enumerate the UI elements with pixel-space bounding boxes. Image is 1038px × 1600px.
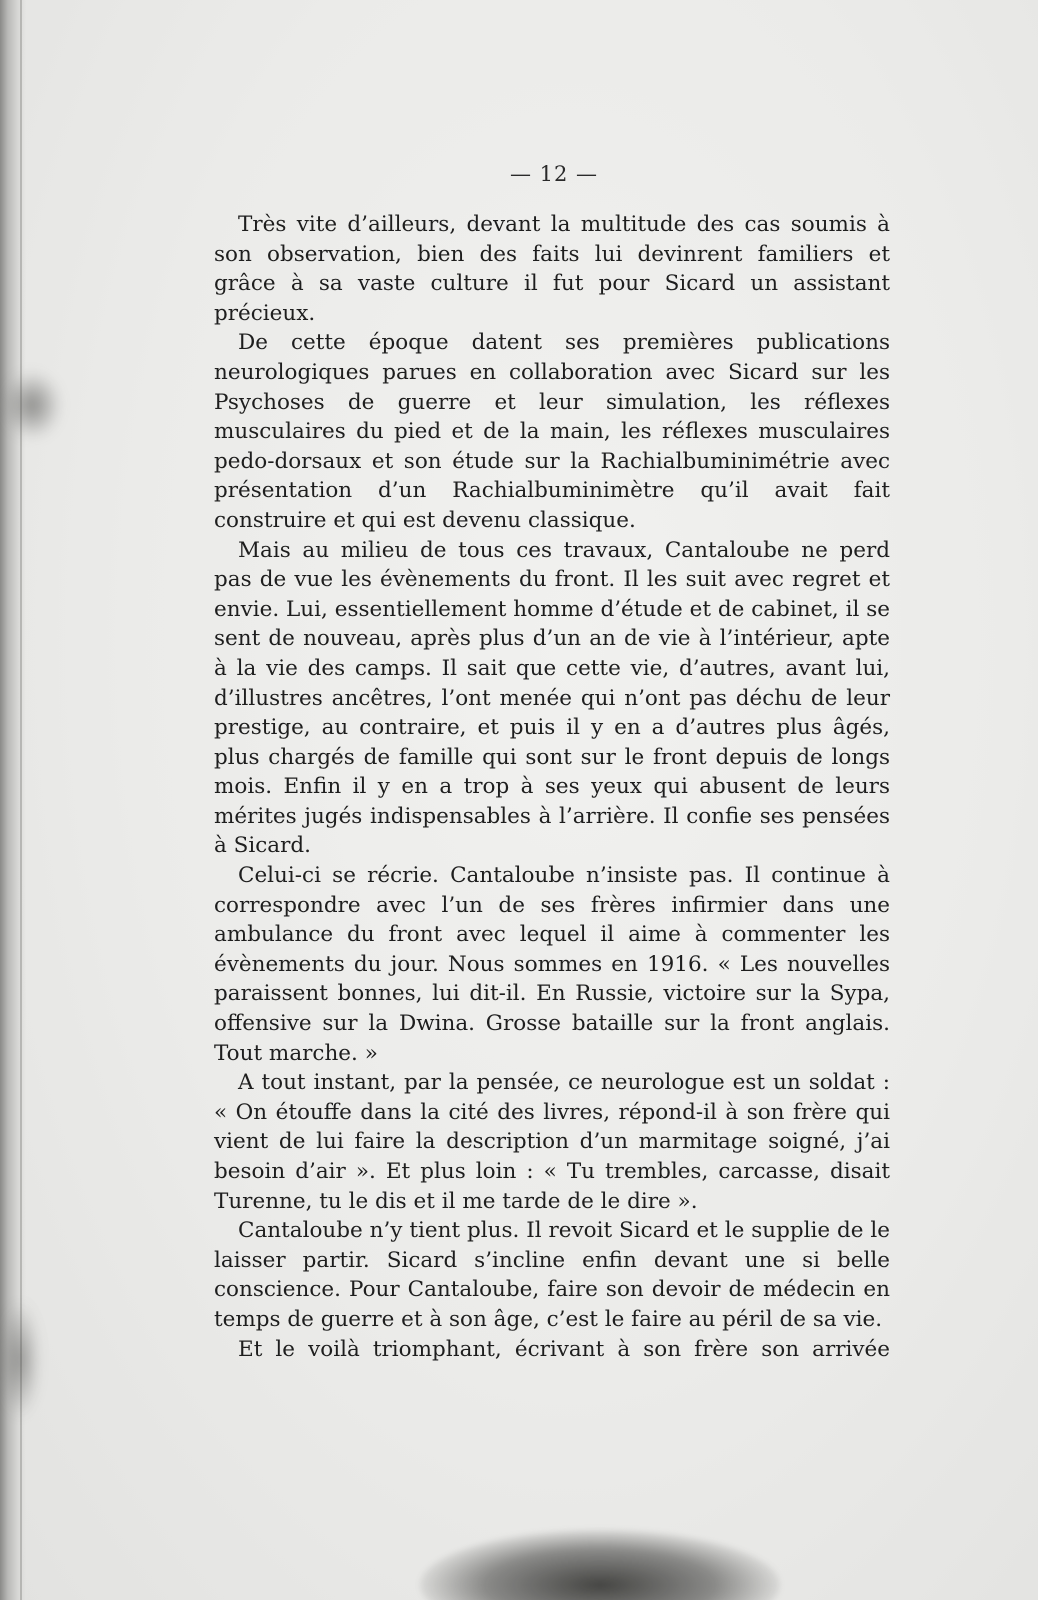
paragraph: De cette époque datent ses premières publications neurologiques parues en collaboration avec Sicard sur les Psychoses de guerre et leur simulation, les réflexes musculaires du pied et de la main, les réflexes musculaires pedo-dorsaux et son étude sur la Rachialbuminimétrie avec présentation d’un Rachialbuminimètre qu’il avait fait construire et qui est devenu classique. — [214, 330, 890, 533]
page-number: — 12 — — [509, 162, 599, 186]
paragraph: Très vite d’ailleurs, devant la multitude des cas soumis à son observation, bien des faits lui devinrent familiers et grâce à sa vaste culture il fut pour Sicard un assistant précieux. — [214, 212, 890, 326]
body-text — [214, 210, 890, 1364]
stain — [420, 1530, 780, 1600]
stain — [0, 1300, 40, 1420]
paragraph: Mais au milieu de tous ces travaux, Cantaloube ne perd pas de vue les évènements du front. Il les suit avec regret et envie. Lui, essentiellement homme d’étude et de cabinet, il se sent de nouveau, après plus d’un an de vie à l’intérieur, apte à la vie des camps. Il sait que cette vie, d’autres, avant lui, d’illustres ancêtres, l’ont menée qui n’ont pas déchu de leur prestige, au contraire, et puis il y en a d’autres plus âgés, plus chargés de famille qui sont sur le front depuis de longs mois. Enfin il y en a trop à ses yeux qui abusent de leurs mérites jugés indispensables à l’arrière. Il confie ses pensées à Sicard. — [214, 537, 890, 859]
stain — [2, 370, 62, 440]
paragraph: Cantaloube n’y tient plus. Il revoit Sicard et le supplie de le laisser partir. Sicard s’incline enfin devant une si belle conscience. Pour Cantaloube, faire son devoir de médecin en temps de guerre et à son âge, c’est le faire au péril de sa vie. — [214, 1218, 890, 1332]
paragraph: Et le voilà triomphant, écrivant à son frère son arrivée — [238, 1336, 890, 1362]
paragraph: A tout instant, par la pensée, ce neurologue est un soldat : « On étouffe dans la cité des livres, répond-il à son frère qui vient de lui faire la description d’un marmitage soigné, j’ai besoin d’air ». Et plus loin : « Tu trembles, carcasse, disait Turenne, tu le dis et il me tarde de le dire ». — [214, 1070, 890, 1214]
paragraph: Celui-ci se récrie. Cantaloube n’insiste pas. Il continue à correspondre avec l’un de ses frères infirmier dans une ambulance du front avec lequel il aime à commenter les évènements du jour. Nous sommes en 1916. « Les nouvelles paraissent bonnes, lui dit-il. En Russie, victoire sur la Sypa, offensive sur la Dwina. Grosse bataille sur la front anglais. Tout marche. » — [214, 863, 890, 1066]
